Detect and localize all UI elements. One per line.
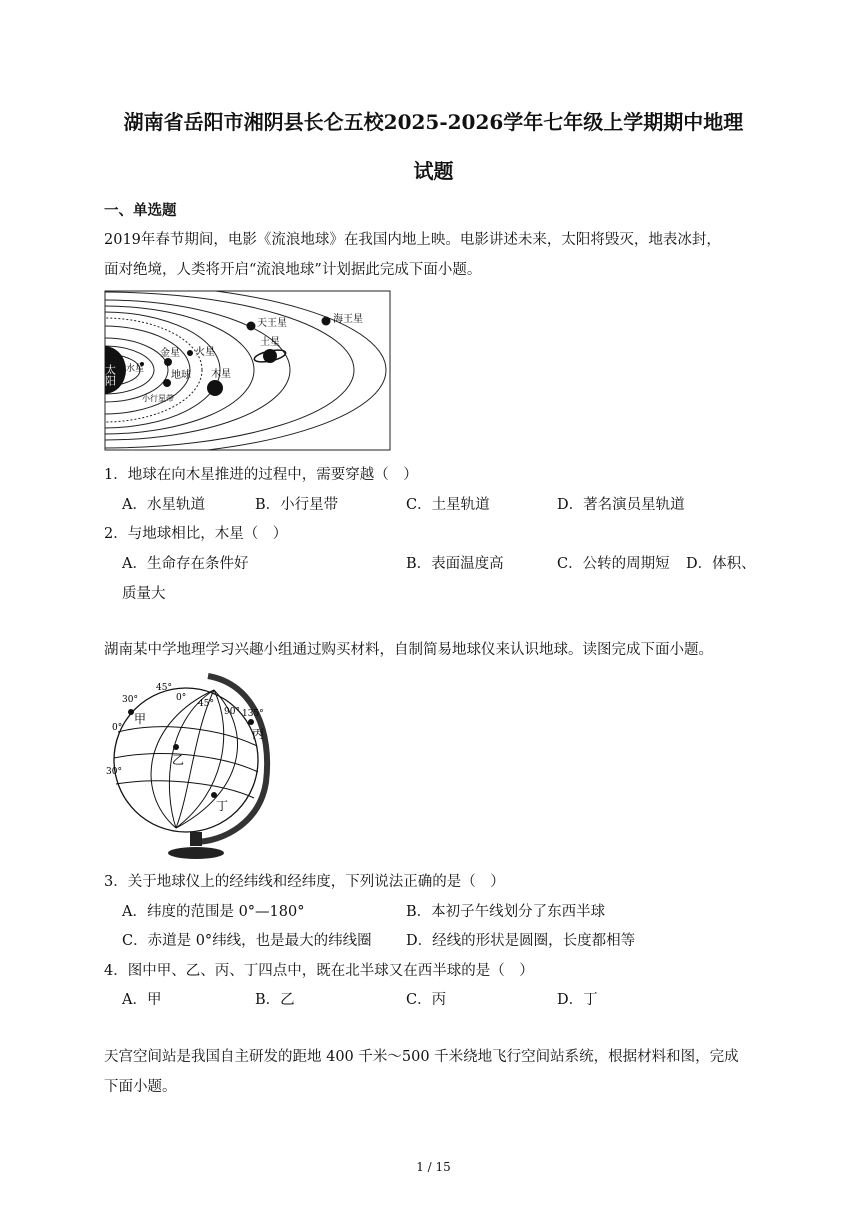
bing-label: 丙: [252, 727, 265, 741]
jia-label: 甲: [134, 712, 147, 726]
section-heading: 一、单选题: [104, 202, 177, 219]
title-line2: 试题: [413, 159, 454, 183]
q2-option-b: B．表面温度高: [406, 556, 504, 572]
q3-option-d: D．经线的形状是圆圈，长度都相等: [406, 933, 636, 949]
uranus-dot: [247, 322, 256, 331]
q1-option-c: C．土星轨道: [406, 497, 490, 513]
lat-0-label: 0°: [112, 723, 123, 733]
earth-dot: [163, 379, 171, 387]
point-ding: [211, 792, 217, 798]
saturn-label: 土星: [260, 337, 280, 348]
page-number: 1 / 15: [416, 1160, 451, 1174]
q1-stem: 1．地球在向木星推进的过程中，需要穿越（ ）: [104, 467, 418, 483]
intro1-line1: 2019年春节期间，电影《流浪地球》在我国内地上映。电影讲述未来，太阳将毁灭，地表冰封，: [104, 232, 721, 248]
uranus-label: 天王星: [257, 318, 287, 329]
q2-option-a: A．生命存在条件好: [122, 556, 249, 572]
q1-option-b: B．小行星带: [255, 497, 339, 513]
mars-dot: [187, 350, 193, 356]
lat-30s-label: 30°: [106, 767, 122, 777]
solar-system-figure: [104, 290, 392, 452]
venus-label: 金星: [160, 348, 180, 359]
globe-figure: [104, 672, 284, 864]
title-line1: 湖南省岳阳市湘阴县长仑五校2025-2026学年七年级上学期期中地理: [123, 110, 744, 134]
q4-stem: 4．图中甲、乙、丙、丁四点中，既在北半球又在西半球的是（ ）: [104, 963, 534, 979]
lon-0-label: 0°: [176, 693, 187, 703]
q4-option-b: B．乙: [255, 992, 295, 1008]
intro3-line2: 下面小题。: [104, 1079, 177, 1095]
q4-option-d: D．丁: [557, 992, 598, 1008]
q3-stem: 3．关于地球仪上的经纬线和经纬度，下列说法正确的是（ ）: [104, 874, 505, 890]
jupiter-dot: [207, 380, 223, 396]
jupiter-label: 木星: [211, 369, 231, 380]
q3-option-c: C．赤道是 0°纬线，也是最大的纬线圈: [122, 933, 372, 949]
q1-option-d: D．著名演员星轨道: [557, 497, 685, 513]
q2-option-d: D．体积、: [686, 556, 756, 572]
q3-option-a: A．纬度的范围是 0°—180°: [122, 904, 305, 920]
q2-option-c: C．公转的周期短: [557, 556, 670, 572]
q3-option-b: B．本初子午线划分了东西半球: [406, 904, 606, 920]
saturn-dot: [263, 349, 277, 363]
lon-45w-label: 45°: [156, 683, 172, 693]
point-bing: [248, 719, 254, 725]
ding-label: 丁: [216, 799, 229, 813]
lat-30n-label: 30°: [122, 695, 138, 705]
earth-label: 地球: [171, 370, 191, 381]
lon-45e-label: 45°: [198, 699, 214, 709]
q2-option-d-cont: 质量大: [122, 586, 166, 602]
q4-option-c: C．丙: [406, 992, 447, 1008]
lon-135-label: 135°: [242, 709, 264, 719]
yi-label: 乙: [172, 753, 185, 767]
mars-label: 火星: [195, 347, 215, 358]
sun-label: 太阳: [104, 364, 117, 386]
venus-dot: [164, 358, 172, 366]
neptune-dot: [322, 317, 331, 326]
neptune-label: 海王星: [333, 314, 363, 325]
intro3-line1: 天宫空间站是我国自主研发的距地 400 千米～500 千米绕地飞行空间站系统，根据材料和图，完成: [104, 1049, 739, 1065]
intro1-line2: 面对绝境，人类将开启“流浪地球”计划据此完成下面小题。: [104, 262, 482, 278]
q1-option-a: A．水星轨道: [122, 497, 205, 513]
asteroid-label: 小行星带: [142, 394, 174, 403]
lon-90-label: 90°: [224, 707, 240, 717]
mercury-label: 水星: [126, 364, 145, 374]
q2-stem: 2．与地球相比，木星（ ）: [104, 526, 288, 542]
q4-option-a: A．甲: [122, 992, 162, 1008]
intro2: 湖南某中学地理学习兴趣小组通过购买材料，自制简易地球仪来认识地球。读图完成下面小题。: [104, 642, 713, 658]
point-yi: [173, 744, 179, 750]
